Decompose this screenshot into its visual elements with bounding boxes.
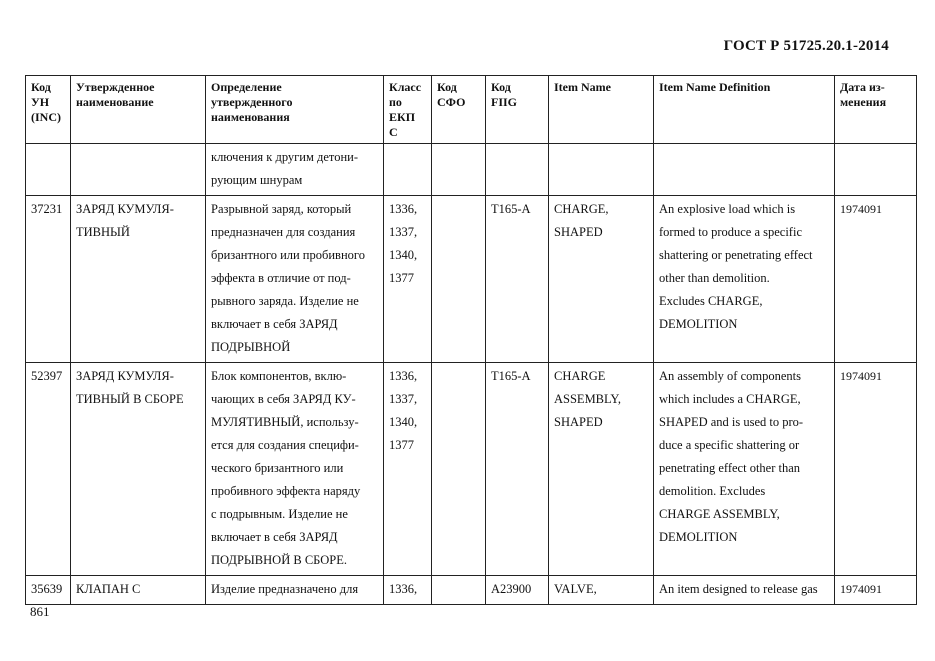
column-header-line: Item Name [554, 80, 611, 94]
cell-item_def [654, 196, 835, 363]
cell-text-line: рующим шнурам [211, 173, 303, 187]
cell-text-line: An explosive load which is [659, 202, 796, 216]
cell-item_def [654, 363, 835, 576]
cell-date [835, 576, 917, 605]
cell-ekps [384, 363, 432, 576]
cell-text-line: SHAPED [554, 225, 603, 239]
cell-text-line: 1377 [389, 271, 414, 285]
column-header-definition [206, 76, 384, 144]
column-header-line: наименования [211, 110, 290, 124]
column-header-line: ЕКП [389, 110, 416, 124]
cell-text-line: Excludes CHARGE, [659, 294, 763, 308]
column-header-line: по [389, 95, 402, 109]
column-header-inc [26, 76, 71, 144]
cell-text-line: 52397 [31, 369, 63, 383]
cell-text-line: A23900 [491, 582, 532, 596]
table-row [26, 196, 917, 363]
column-header-ekps [384, 76, 432, 144]
cell-sfo [432, 363, 486, 576]
column-header-line: СФО [437, 95, 466, 109]
table-row [26, 363, 917, 576]
cell-text-line: 1974091 [840, 202, 882, 216]
table-row [26, 144, 917, 196]
cell-approved_name [71, 363, 206, 576]
cell-text-line: Разрывной заряд, который [211, 202, 352, 216]
page-number: 861 [30, 604, 50, 619]
cell-text-line: CHARGE [554, 369, 606, 383]
cell-item_name [549, 576, 654, 605]
column-header-line: наименование [76, 95, 154, 109]
column-header-line: Код [491, 80, 511, 94]
column-header-sfo [432, 76, 486, 144]
cell-text-line: с подрывным. Изделие не [211, 507, 348, 521]
cell-text-line: рывного заряда. Изделие не [211, 294, 359, 308]
cell-approved_name [71, 144, 206, 196]
cell-approved_name [71, 196, 206, 363]
cell-sfo [432, 576, 486, 605]
table-body [26, 144, 917, 605]
cell-date [835, 196, 917, 363]
column-header-line: Дата из- [840, 80, 885, 94]
cell-text-line: бризантного или пробивного [211, 248, 365, 262]
cell-text-line: предназначен для создания [211, 225, 356, 239]
cell-text-line: 37231 [31, 202, 63, 216]
cell-inc [26, 144, 71, 196]
cell-text-line: other than demolition. [659, 271, 770, 285]
cell-text-line: ЗАРЯД КУМУЛЯ- [76, 369, 174, 383]
column-header-item_def [654, 76, 835, 144]
cell-text-line: ТИВНЫЙ В СБОРЕ [76, 392, 184, 406]
cell-text-line: включает в себя ЗАРЯД [211, 530, 338, 544]
cell-text-line: T165-A [491, 369, 531, 383]
cell-ekps [384, 196, 432, 363]
cell-text-line: shattering or penetrating effect [659, 248, 813, 262]
cell-text-line: ческого бризантного или [211, 461, 344, 475]
cell-text-line: ПОДРЫВНОЙ [211, 340, 291, 354]
cell-text-line: penetrating effect other than [659, 461, 801, 475]
cell-approved_name [71, 576, 206, 605]
cell-text-line: CHARGE ASSEMBLY, [659, 507, 780, 521]
cell-text-line: ЗАРЯД КУМУЛЯ- [76, 202, 174, 216]
cell-text-line: ASSEMBLY, [554, 392, 621, 406]
table-header-row [26, 76, 917, 144]
cell-text-line: 1340, [389, 415, 418, 429]
cell-item_name [549, 196, 654, 363]
cell-text-line: МУЛЯТИВНЫЙ, использу- [211, 415, 359, 429]
cell-fiig [486, 576, 549, 605]
cell-text-line: 1377 [389, 438, 414, 452]
cell-item_def [654, 576, 835, 605]
cell-sfo [432, 196, 486, 363]
cell-text-line: ТИВНЫЙ [76, 225, 130, 239]
cell-text-line: ется для создания специфи- [211, 438, 359, 452]
cell-text-line: КЛАПАН С [76, 582, 141, 596]
cell-text-line: 1336, [389, 369, 418, 383]
cell-text-line: VALVE, [554, 582, 597, 596]
column-header-approved_name [71, 76, 206, 144]
column-header-line: утвержденного [211, 95, 293, 109]
column-header-line: УН [31, 95, 50, 109]
cell-text-line: duce a specific shattering or [659, 438, 800, 452]
column-header-line: С [389, 125, 398, 139]
cell-date [835, 363, 917, 576]
cell-text-line: пробивного эффекта наряду [211, 484, 361, 498]
cell-fiig [486, 196, 549, 363]
cell-text-line: An item designed to release gas [659, 582, 818, 596]
column-header-line: FIIG [491, 95, 518, 109]
column-header-line: (INC) [31, 110, 61, 124]
cell-text-line: formed to produce a specific [659, 225, 802, 239]
nomenclature-table [25, 75, 917, 605]
cell-inc [26, 363, 71, 576]
cell-item_name [549, 144, 654, 196]
cell-text-line: SHAPED and is used to pro- [659, 415, 804, 429]
column-header-line: Определение [211, 80, 282, 94]
cell-text-line: 1340, [389, 248, 418, 262]
cell-ekps [384, 144, 432, 196]
cell-text-line: Изделие предназначено для [211, 582, 359, 596]
column-header-date [835, 76, 917, 144]
cell-text-line: 1337, [389, 392, 418, 406]
cell-text-line: чающих в себя ЗАРЯД КУ- [211, 392, 356, 406]
cell-text-line: DEMOLITION [659, 530, 738, 544]
cell-text-line: включает в себя ЗАРЯД [211, 317, 338, 331]
cell-text-line: CHARGE, [554, 202, 609, 216]
column-header-line: Item Name Definition [659, 80, 771, 94]
column-header-line: менения [840, 95, 887, 109]
cell-text-line: 1336, [389, 582, 418, 596]
cell-text-line: SHAPED [554, 415, 603, 429]
cell-text-line: DEMOLITION [659, 317, 738, 331]
table-row [26, 576, 917, 605]
cell-text-line: demolition. Excludes [659, 484, 766, 498]
cell-definition [206, 363, 384, 576]
column-header-item_name [549, 76, 654, 144]
cell-definition [206, 196, 384, 363]
cell-ekps [384, 576, 432, 605]
document-code: ГОСТ Р 51725.20.1-2014 [723, 38, 889, 54]
cell-text-line: 1337, [389, 225, 418, 239]
column-header-line: Утвержденное [76, 80, 155, 94]
column-header-fiig [486, 76, 549, 144]
cell-text-line: T165-A [491, 202, 531, 216]
cell-text-line: 35639 [31, 582, 63, 596]
column-header-line: Класс [389, 80, 422, 94]
cell-text-line: 1336, [389, 202, 418, 216]
cell-text-line: эффекта в отличие от под- [211, 271, 351, 285]
cell-item_name [549, 363, 654, 576]
cell-definition [206, 144, 384, 196]
cell-text-line: An assembly of components [659, 369, 801, 383]
column-header-line: Код [437, 80, 457, 94]
cell-inc [26, 576, 71, 605]
cell-text-line: which includes a CHARGE, [659, 392, 801, 406]
cell-fiig [486, 144, 549, 196]
cell-text-line: 1974091 [840, 582, 882, 596]
cell-fiig [486, 363, 549, 576]
cell-text-line: Блок компонентов, вклю- [211, 369, 347, 383]
cell-text-line: ключения к другим детони- [211, 150, 359, 164]
cell-text-line: ПОДРЫВНОЙ В СБОРЕ. [211, 553, 347, 567]
cell-date [835, 144, 917, 196]
cell-item_def [654, 144, 835, 196]
cell-inc [26, 196, 71, 363]
cell-text-line: 1974091 [840, 369, 882, 383]
column-header-line: Код [31, 80, 51, 94]
cell-sfo [432, 144, 486, 196]
cell-definition [206, 576, 384, 605]
